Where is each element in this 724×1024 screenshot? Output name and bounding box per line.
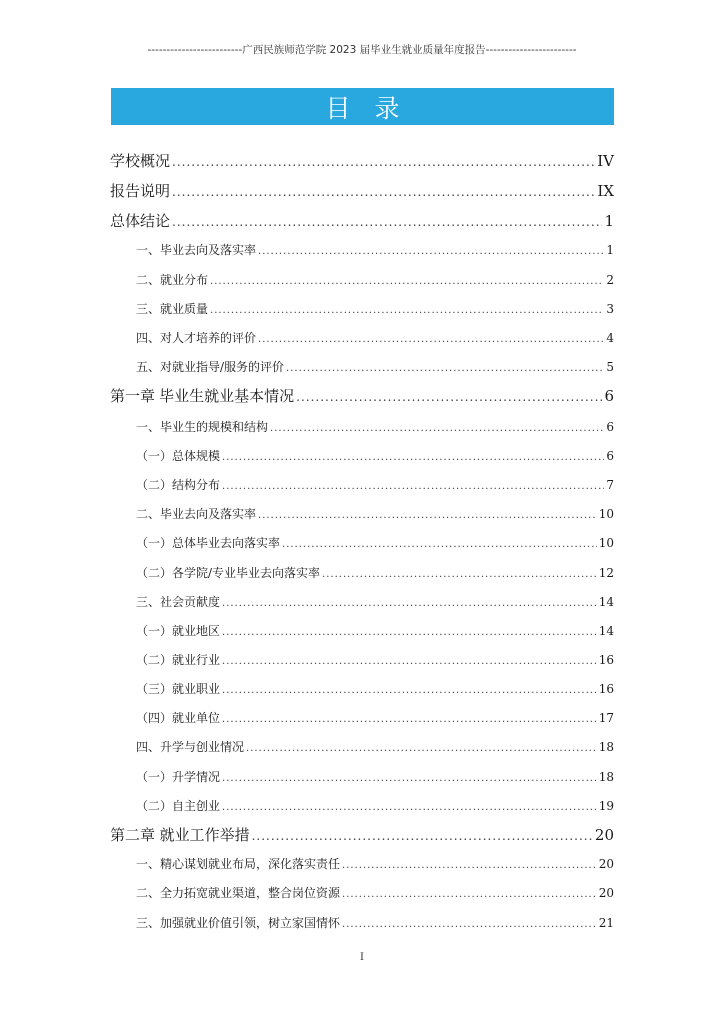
toc-entry-page: 4 bbox=[606, 331, 614, 345]
toc-entry-page: 7 bbox=[606, 478, 614, 492]
toc-dot-leader bbox=[222, 481, 604, 492]
toc-entry-label: 一、毕业生的规模和结构 bbox=[136, 420, 269, 434]
toc-dot-leader bbox=[270, 423, 604, 434]
toc-entry-label: （二）各学院/专业毕业去向落实率 bbox=[136, 566, 321, 580]
toc-dot-leader bbox=[252, 829, 593, 843]
toc-entry-page: 2 bbox=[606, 273, 614, 287]
toc-dot-leader bbox=[258, 334, 604, 345]
toc-dot-leader bbox=[172, 155, 595, 169]
toc-title-banner bbox=[111, 88, 614, 125]
toc-entry-label: 一、毕业去向及落实率 bbox=[136, 243, 257, 257]
toc-entry-label: 二、全力拓宽就业渠道，整合岗位资源 bbox=[136, 886, 341, 900]
toc-entry-label: （二）自主创业 bbox=[136, 799, 221, 813]
toc-entry-page: IV bbox=[597, 152, 614, 170]
toc-entry[interactable] bbox=[136, 329, 614, 346]
toc-entry[interactable] bbox=[136, 855, 614, 872]
toc-entry-label: 二、毕业去向及落实率 bbox=[136, 507, 257, 521]
toc-entry-page: 18 bbox=[598, 770, 614, 784]
toc-entry-label: 三、加强就业价值引领，树立家国情怀 bbox=[136, 916, 341, 930]
toc-dot-leader bbox=[258, 510, 597, 521]
toc-dot-leader bbox=[286, 363, 604, 374]
toc-entry[interactable] bbox=[136, 300, 614, 317]
toc-dot-leader bbox=[172, 185, 595, 199]
toc-entry-label: 报告说明 bbox=[110, 182, 171, 200]
toc-dot-leader bbox=[172, 215, 602, 229]
toc-dot-leader bbox=[296, 390, 602, 404]
toc-entry[interactable] bbox=[110, 385, 614, 406]
toc-chapter-title: 毕业生就业基本情况 bbox=[159, 387, 295, 405]
toc-entry-label: （三）就业职业 bbox=[136, 682, 221, 696]
toc-entry-page: 16 bbox=[598, 682, 614, 696]
toc-entry-label: （二）结构分布 bbox=[136, 478, 221, 492]
toc-entry-page: 1 bbox=[606, 243, 614, 257]
toc-dot-leader bbox=[222, 627, 597, 638]
toc-entry-label: 总体结论 bbox=[110, 212, 171, 230]
toc-dot-leader bbox=[222, 656, 597, 667]
toc-entry-label: （二）就业行业 bbox=[136, 653, 221, 667]
toc-chapter-title: 就业工作举措 bbox=[159, 826, 250, 844]
toc-entry-label: （一）总体规模 bbox=[136, 449, 221, 463]
page-number: I bbox=[360, 952, 364, 963]
toc-dot-leader bbox=[342, 860, 597, 871]
toc-entry[interactable] bbox=[136, 709, 614, 726]
toc-dot-leader bbox=[222, 773, 597, 784]
toc-dot-leader bbox=[246, 743, 597, 754]
toc-entry-label: （一）总体毕业去向落实率 bbox=[136, 536, 281, 550]
toc-entry-page: 18 bbox=[598, 740, 614, 754]
toc-entry[interactable] bbox=[136, 884, 614, 901]
toc-entry-label: 第一章 bbox=[110, 387, 156, 405]
toc-entry-label: 二、就业分布 bbox=[136, 273, 209, 287]
toc-entry-page: 10 bbox=[598, 536, 614, 550]
toc-entry-page: 12 bbox=[598, 566, 614, 580]
toc-entry-page: 16 bbox=[598, 653, 614, 667]
toc-entry-page: 1 bbox=[604, 212, 614, 230]
toc-entry[interactable] bbox=[136, 358, 614, 375]
toc-dot-leader bbox=[210, 305, 604, 316]
toc-entry[interactable] bbox=[136, 476, 614, 493]
toc-entry-page: 10 bbox=[598, 507, 614, 521]
toc-entry-page: 5 bbox=[606, 360, 614, 374]
toc-entry-label: 五、对就业指导/服务的评价 bbox=[136, 360, 285, 374]
toc-entry-page: 6 bbox=[604, 387, 614, 405]
toc-entry[interactable] bbox=[136, 651, 614, 668]
toc-dot-leader bbox=[342, 919, 597, 930]
toc-entry-label: 三、社会贡献度 bbox=[136, 595, 221, 609]
toc-entry[interactable] bbox=[136, 738, 614, 755]
toc-entry-label: 第二章 bbox=[110, 826, 156, 844]
toc-dot-leader bbox=[222, 802, 597, 813]
toc-entry-page: 21 bbox=[598, 916, 614, 930]
toc-dot-leader bbox=[222, 685, 597, 696]
toc-title: 目录 bbox=[325, 93, 424, 123]
toc-entry[interactable] bbox=[136, 797, 614, 814]
toc-entry-label: 四、升学与创业情况 bbox=[136, 740, 245, 754]
toc-entry[interactable] bbox=[136, 593, 614, 610]
toc-entry-label: 一、精心谋划就业布局，深化落实责任 bbox=[136, 857, 341, 871]
toc-entry[interactable] bbox=[136, 680, 614, 697]
toc-entry[interactable] bbox=[110, 824, 614, 845]
toc-entry[interactable] bbox=[136, 241, 614, 258]
toc-entry[interactable] bbox=[110, 150, 614, 171]
toc-entry-label: （四）就业单位 bbox=[136, 711, 221, 725]
toc-entry-page: 6 bbox=[606, 449, 614, 463]
toc-entry-page: 3 bbox=[606, 302, 614, 316]
toc-dot-leader bbox=[258, 246, 604, 257]
running-header: -------------------------广西民族师范学院 2023 届毕业生就业质量年度报告------------------------ bbox=[147, 44, 577, 56]
toc-entry[interactable] bbox=[136, 447, 614, 464]
toc-entry-label: （一）升学情况 bbox=[136, 770, 221, 784]
toc-entry-label: 三、就业质量 bbox=[136, 302, 209, 316]
toc-entry[interactable] bbox=[136, 564, 614, 581]
toc-entry-page: 20 bbox=[598, 886, 614, 900]
toc-entry[interactable] bbox=[136, 534, 614, 551]
toc-entry-page: 19 bbox=[598, 799, 614, 813]
toc-entry[interactable] bbox=[136, 418, 614, 435]
toc-dot-leader bbox=[282, 539, 597, 550]
toc-entry[interactable] bbox=[136, 505, 614, 522]
toc-entry-page: 17 bbox=[598, 711, 614, 725]
toc-entry-page: 6 bbox=[606, 420, 614, 434]
toc-entry[interactable] bbox=[136, 622, 614, 639]
toc-entry[interactable] bbox=[110, 210, 614, 231]
toc-entry-page: 14 bbox=[598, 624, 614, 638]
toc-dot-leader bbox=[210, 276, 604, 287]
toc-entry-page: 20 bbox=[594, 826, 614, 844]
toc-dot-leader bbox=[222, 598, 597, 609]
toc-dot-leader bbox=[342, 889, 597, 900]
toc-entry[interactable] bbox=[136, 271, 614, 288]
toc-dot-leader bbox=[222, 714, 597, 725]
toc-entry[interactable] bbox=[110, 180, 614, 201]
toc-entry-label: 学校概况 bbox=[110, 152, 171, 170]
toc-entry-page: IX bbox=[597, 182, 614, 200]
toc-dot-leader bbox=[322, 569, 597, 580]
toc-entry-label: 四、对人才培养的评价 bbox=[136, 331, 257, 345]
toc-entry[interactable] bbox=[136, 768, 614, 785]
toc-entry-page: 14 bbox=[598, 595, 614, 609]
toc-entry-page: 20 bbox=[598, 857, 614, 871]
toc-entry[interactable] bbox=[136, 914, 614, 931]
toc-entry-label: （一）就业地区 bbox=[136, 624, 221, 638]
toc-dot-leader bbox=[222, 452, 604, 463]
